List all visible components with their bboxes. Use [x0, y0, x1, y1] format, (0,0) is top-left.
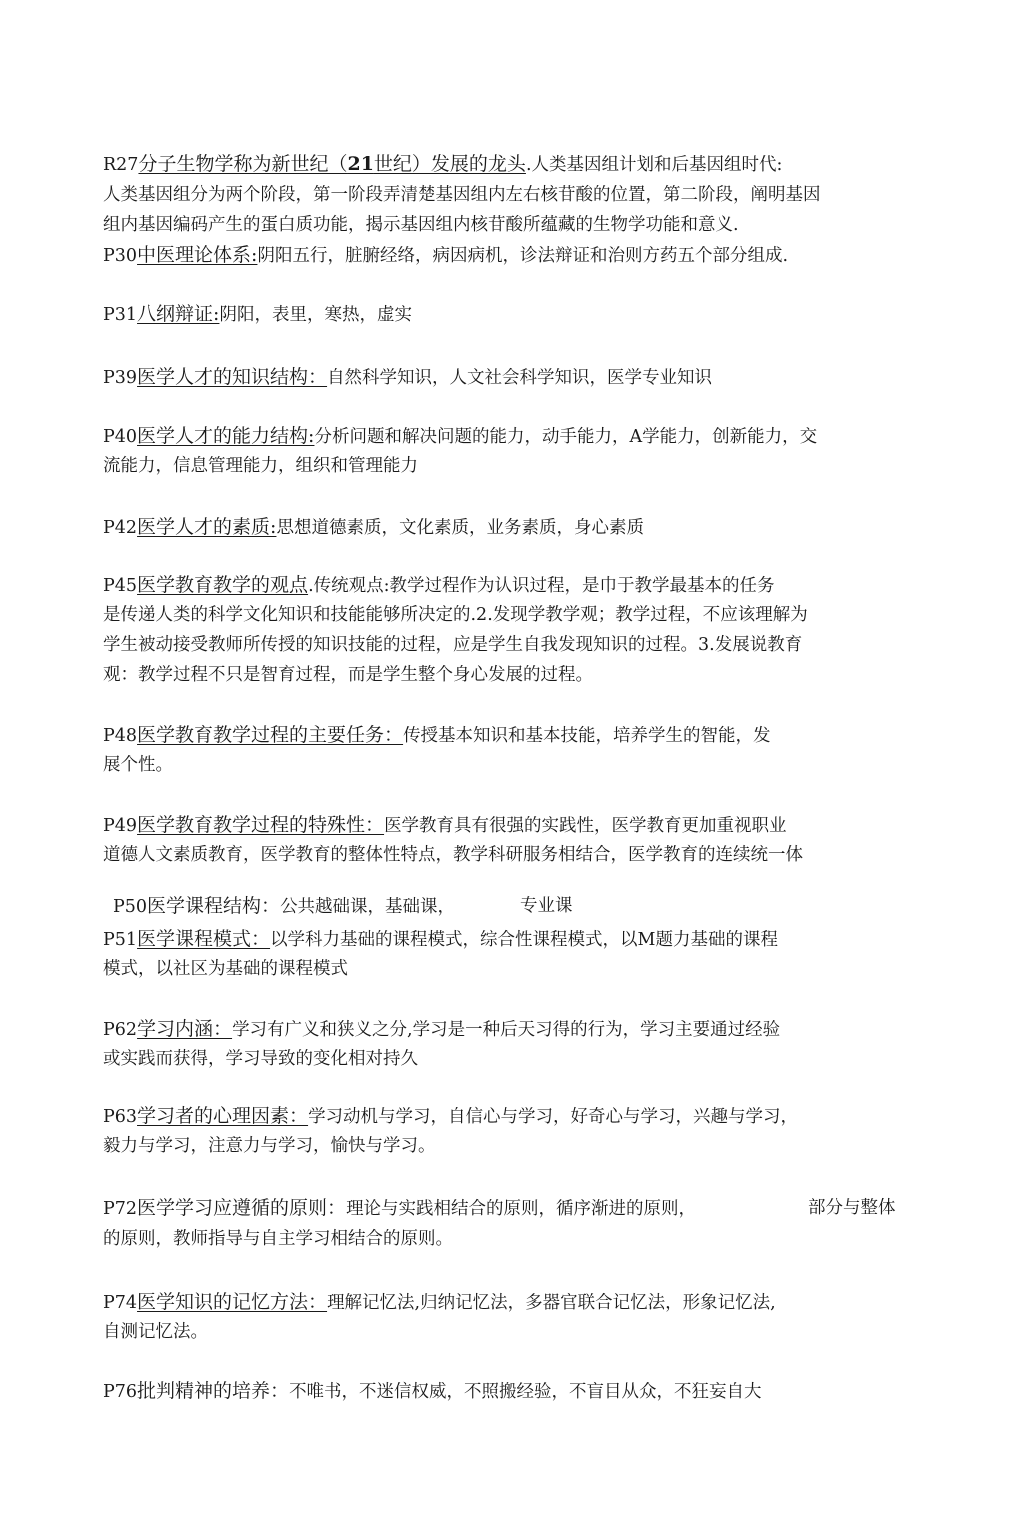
page-ref: P62 — [103, 1020, 138, 1040]
entry-text: 理解记忆法,归纳记忆法，多器官联合记忆法，形象记忆法, — [327, 1293, 776, 1313]
page-ref: P39 — [103, 368, 138, 388]
page-ref: P45 — [103, 576, 138, 596]
entry-p45-line-4: 观：教学过程不只是智育过程，而是学生整个身心发展的过程。 — [103, 665, 593, 685]
entry-p42 — [103, 515, 644, 540]
entry-r27-line-1 — [103, 152, 782, 177]
entry-p30 — [103, 243, 788, 268]
entry-p63-line-1 — [103, 1104, 798, 1129]
entry-text: .人类基因组计划和后基因组时代: — [525, 155, 783, 175]
entry-p45-line-1 — [103, 573, 775, 598]
entry-p49-line-1 — [103, 813, 787, 838]
page-ref: P30 — [103, 246, 138, 266]
entry-text: 阴阳，表里，寒热，虚实 — [219, 305, 412, 325]
term-heading: 医学人才的素质: — [137, 516, 277, 538]
term-heading: 医学教育教学过程的主要任务： — [137, 724, 404, 746]
entry-text: 思想道德素质，文化素质，业务素质，身心素质 — [276, 518, 644, 538]
entry-p62-line-2: 或实践而获得，学习导致的变化相对持久 — [103, 1049, 418, 1069]
entry-p49-line-2: 道德人文素质教育，医学教育的整体性特点，教学科研服务相结合，医学教育的连续统一体 — [103, 845, 803, 865]
page-ref: P49 — [103, 816, 138, 836]
page-ref: P50 — [113, 897, 148, 917]
page-ref: P31 — [103, 305, 138, 325]
entry-p45-line-2: 是传递人类的科学文化知识和技能能够所决定的.2.发现学教学观；教学过程，不应该理解为 — [103, 605, 808, 625]
entry-p48-line-2: 展个性。 — [103, 755, 173, 775]
entry-p76 — [103, 1379, 762, 1404]
term-heading: 医学教育教学过程的特殊性： — [137, 814, 385, 836]
entry-text: 公共越础课，基础课， — [280, 897, 456, 917]
entry-p50-tail: 专业课 — [520, 896, 573, 916]
entry-p31 — [103, 302, 412, 327]
entry-p63-line-2: 毅力与学习，注意力与学习，愉快与学习。 — [103, 1136, 436, 1156]
entry-text: .传统观点:教学过程作为认识过程，是巾于教学最基本的任务 — [308, 576, 775, 596]
entry-text: 学习有广义和狭义之分,学习是一种后天习得的行为，学习主要通过经验 — [232, 1020, 781, 1040]
entry-p50 — [113, 894, 455, 919]
entry-p74-line-1 — [103, 1290, 776, 1315]
entry-text: 传授基本知识和基本技能，培养学生的智能，发 — [403, 726, 771, 746]
page-ref: R27 — [103, 155, 139, 175]
entry-r27-line-2: 人类基因组分为两个阶段，第一阶段弄清楚基因组内左右核苷酸的位置，第二阶段，阐明基因 — [103, 185, 821, 205]
entry-p51-line-2: 模式，以社区为基础的课程模式 — [103, 959, 348, 979]
page-ref: P40 — [103, 427, 138, 447]
page-ref: P72 — [103, 1199, 138, 1219]
entry-p48-line-1 — [103, 723, 771, 748]
term-heading: 医学学习应遵循的原则： — [137, 1197, 347, 1219]
term-heading: 分子生物学称为新世纪（21世纪）发展的龙头 — [138, 153, 526, 175]
entry-p39 — [103, 365, 712, 390]
entry-text: 以学科力基础的课程模式，综合性课程模式，以M题力基础的课程 — [270, 930, 778, 950]
page-ref: P51 — [103, 930, 138, 950]
term-heading: 医学人才的知识结构： — [137, 366, 328, 388]
term-heading: 八纲辩证: — [137, 303, 220, 325]
entry-p72-line-2: 的原则，教师指导与自主学习相结合的原则。 — [103, 1229, 453, 1249]
page-ref: P74 — [103, 1293, 138, 1313]
entry-p72-line-1 — [103, 1196, 696, 1221]
page-ref: P48 — [103, 726, 138, 746]
page-ref: P63 — [103, 1107, 138, 1127]
term-heading: 医学人才的能力结构: — [137, 425, 315, 447]
term-heading: 中医理论体系: — [137, 244, 258, 266]
entry-text: 自然科学知识，人文社会科学知识，医学专业知识 — [327, 368, 713, 388]
term-heading: 批判精神的培养： — [137, 1380, 290, 1402]
entry-text: 理论与实践相结合的原则，循序渐进的原则， — [346, 1199, 697, 1219]
entry-p74-line-2: 自测记忆法。 — [103, 1322, 208, 1342]
term-heading: 医学课程模式： — [137, 928, 271, 950]
entry-r27-line-3: 组内基因编码产生的蛋白质功能，揭示基因组内核苷酸所蕴藏的生物学功能和意义. — [103, 215, 739, 235]
term-heading: 医学知识的记忆方法： — [137, 1291, 328, 1313]
entry-p40-line-2: 流能力，信息管理能力，组织和管理能力 — [103, 456, 418, 476]
term-heading: 学习内涵： — [137, 1018, 233, 1040]
term-heading: 医学教育教学的观点 — [137, 574, 309, 596]
entry-text: 不唯书，不迷信权威，不照搬经验，不盲目从众，不狂妄自大 — [289, 1382, 762, 1402]
entry-text: 阴阳五行，脏腑经络，病因病机，诊法辩证和治则方药五个部分组成. — [257, 246, 789, 266]
term-heading: 医学课程结构： — [147, 895, 281, 917]
entry-text: 医学教育具有很强的实践性，医学教育更加重视职业 — [384, 816, 787, 836]
entry-p45-line-3: 学生被动接受教师所传授的知识技能的过程，应是学生自我发现知识的过程。3.发展说教育 — [103, 635, 803, 655]
page-ref: P76 — [103, 1382, 138, 1402]
term-heading: 学习者的心理因素： — [137, 1105, 309, 1127]
entry-p72-tail: 部分与整体 — [808, 1198, 896, 1218]
entry-text: 分析问题和解决问题的能力，动手能力，A学能力，创新能力，交 — [314, 427, 818, 447]
entry-p62-line-1 — [103, 1017, 780, 1042]
entry-text: 学习动机与学习，自信心与学习，好奇心与学习，兴趣与学习， — [308, 1107, 799, 1127]
page-ref: P42 — [103, 518, 138, 538]
entry-p40-line-1 — [103, 424, 817, 449]
entry-p51-line-1 — [103, 927, 778, 952]
